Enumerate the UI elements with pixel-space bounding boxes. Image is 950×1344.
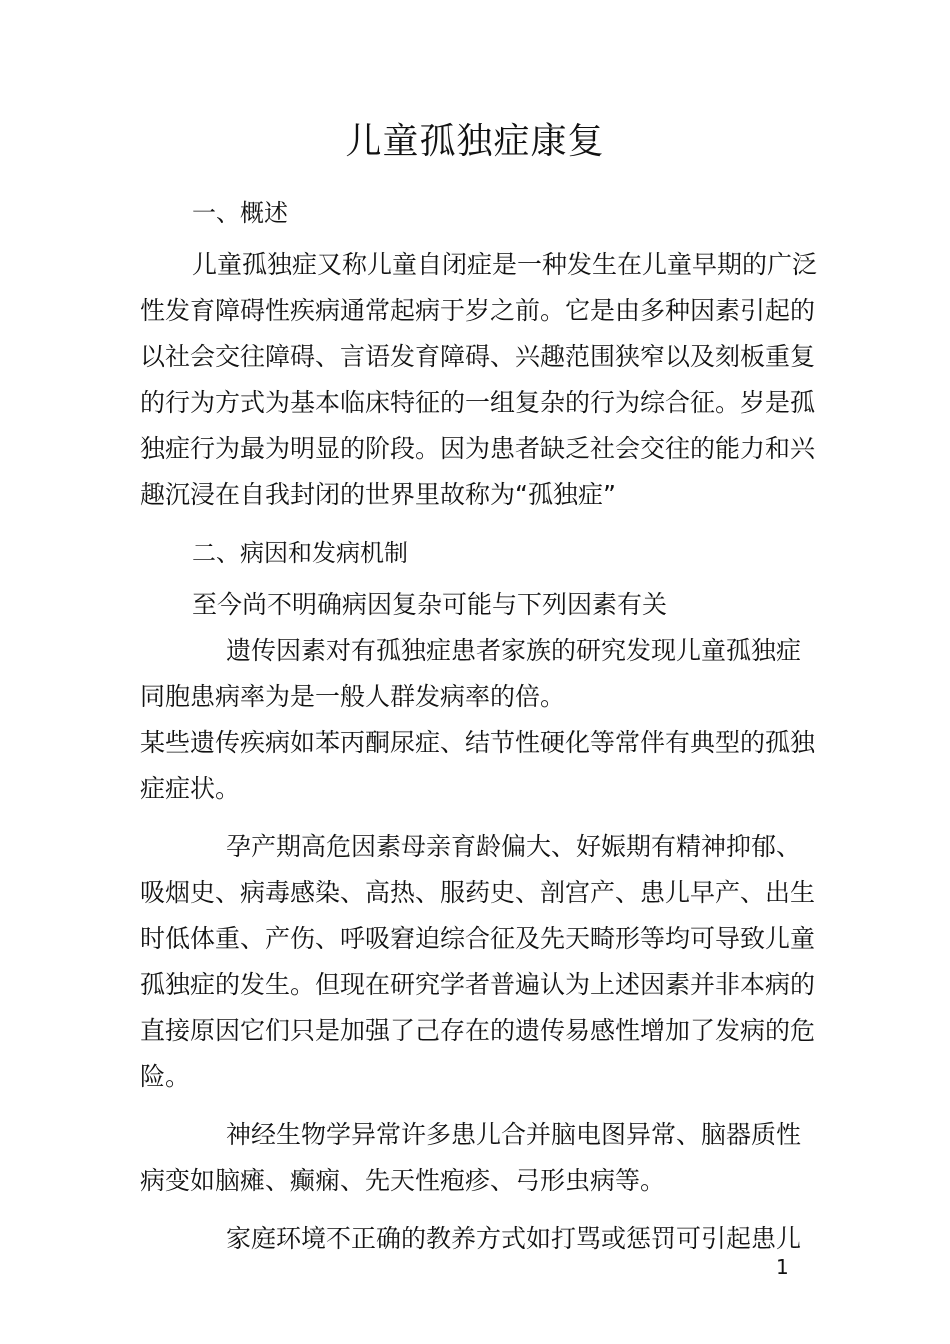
page-number: 1 [776, 1255, 789, 1279]
paragraph-family-environment: 家庭环境不正确的教养方式如打骂或惩罚可引起患儿 [226, 1224, 802, 1253]
section-heading-overview: 一、概述 [192, 199, 288, 227]
document-body [140, 190, 820, 1262]
document-title: 儿童孤独症康复 [345, 121, 605, 162]
paragraph-neurobiology: 神经生物学异常许多患儿合并脑电图异常、脑器质性病变如脑瘫、癫痫、先天性疱疹、弓形虫病等。 [140, 1120, 802, 1195]
paragraph-genetic-diseases: 某些遗传疾病如苯丙酮尿症、结节性硬化等常伴有典型的孤独症症状。 [140, 728, 816, 803]
paragraph-perinatal-factors: 孕产期高危因素母亲育龄偏大、好娠期有精神抑郁、吸烟史、病毒感染、高热、服药史、剖宫产、患儿早产、出生时低体重、产伤、呼吸窘迫综合征及先天畸形等均可导致儿童孤独症的发生。但现在研究学者普遍认为上述因素并非本病的直接原因它们只是加强了己存在的遗传易感性增加了发病的危险。 [140, 832, 816, 1091]
section-heading-etiology: 二、病因和发病机制 [192, 539, 408, 567]
paragraph-genetic-factors: 遗传因素对有孤独症患者家族的研究发现儿童孤独症同胞患病率为是一般人群发病率的倍。 [140, 636, 802, 711]
paragraph-etiology-intro: 至今尚不明确病因复杂可能与下列因素有关 [192, 590, 668, 619]
paragraph-overview: 儿童孤独症又称儿童自闭症是一种发生在儿童早期的广泛性发育障碍性疾病通常起病于岁之前。它是由多种因素引起的以社会交往障碍、言语发育障碍、兴趣范围狭窄以及刻板重复的行为方式为基本临床特征的一组复杂的行为综合征。岁是孤独症行为最为明显的阶段。因为患者缺乏社会交往的能力和兴趣沉浸在自我封闭的世界里故称为“孤独症” [140, 250, 818, 509]
